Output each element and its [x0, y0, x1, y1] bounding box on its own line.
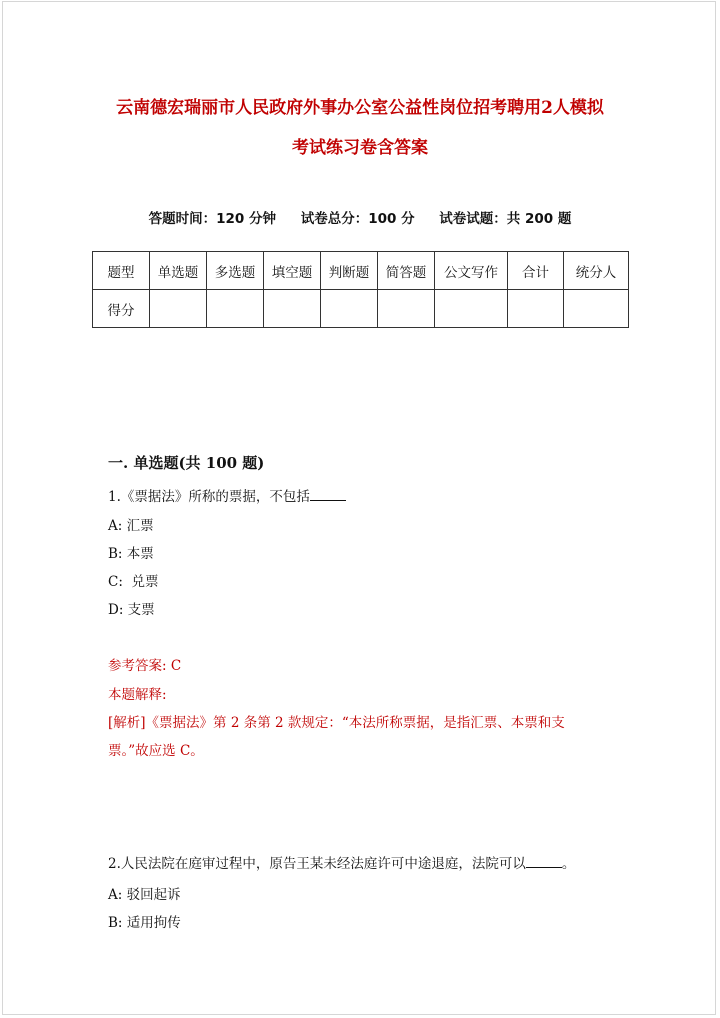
score-cell: [508, 290, 564, 328]
score-table-header-cell: 简答题: [378, 252, 435, 290]
score-table-header-row: [93, 252, 629, 290]
question-1-option-b: B: 本票: [108, 546, 154, 562]
score-cell: [378, 290, 435, 328]
question-1-answer: 参考答案: C: [108, 658, 182, 674]
score-table-score-row: [93, 290, 629, 328]
score-table-header-cell: 公文写作: [435, 252, 508, 290]
exam-time: 答题时间：120 分钟: [148, 211, 276, 227]
exam-total-score: 试卷总分：100 分: [300, 211, 415, 227]
score-cell: [321, 290, 378, 328]
score-cell: [207, 290, 264, 328]
score-table-header-cell: 合计: [508, 252, 564, 290]
document-title-line-1: 云南德宏瑞丽市人民政府外事办公室公益性岗位招考聘用2人模拟: [116, 98, 604, 118]
question-1-explanation-label: 本题解释:: [108, 687, 167, 703]
question-2-stem-text: 2.人民法院在庭审过程中，原告王某未经法庭许可中途退庭，法院可以: [108, 856, 526, 872]
answer-blank: [310, 488, 346, 501]
score-cell: [264, 290, 321, 328]
exam-info: [0, 207, 720, 227]
question-2-option-a: A: 驳回起诉: [108, 887, 181, 903]
document-title-line-2: 考试练习卷含答案: [292, 138, 428, 158]
score-table-header-cell: 题型: [93, 252, 150, 290]
question-1-stem-text: 1.《票据法》所称的票据，不包括: [108, 489, 310, 505]
score-row-label: 得分: [93, 290, 150, 328]
question-1-option-c: C: 兑票: [108, 574, 159, 590]
question-2-option-b: B: 适用拘传: [108, 915, 181, 931]
question-2-stem: [108, 852, 575, 872]
question-1-stem: [108, 485, 346, 505]
question-1-explanation-line-2: 票。”故应选 C。: [108, 743, 204, 759]
score-table-header-cell: 填空题: [264, 252, 321, 290]
question-2-stem-end: 。: [561, 856, 576, 872]
score-table-header-cell: 统分人: [564, 252, 629, 290]
score-table-header-cell: 判断题: [321, 252, 378, 290]
exam-question-count: 试卷试题：共 200 题: [439, 211, 572, 227]
answer-blank: [526, 855, 562, 868]
question-1-option-a: A: 汇票: [108, 518, 154, 534]
score-table-header-cell: 单选题: [150, 252, 207, 290]
question-1-explanation-line-1: [解析]《票据法》第 2 条第 2 款规定：“本法所称票据，是指汇票、本票和支: [108, 715, 565, 731]
score-cell: [564, 290, 629, 328]
question-1-option-d: D: 支票: [108, 602, 155, 618]
section-heading: 一. 单选题(共 100 题): [108, 454, 265, 472]
score-table-header-cell: 多选题: [207, 252, 264, 290]
score-table: [92, 251, 629, 328]
score-cell: [150, 290, 207, 328]
score-cell: [435, 290, 508, 328]
